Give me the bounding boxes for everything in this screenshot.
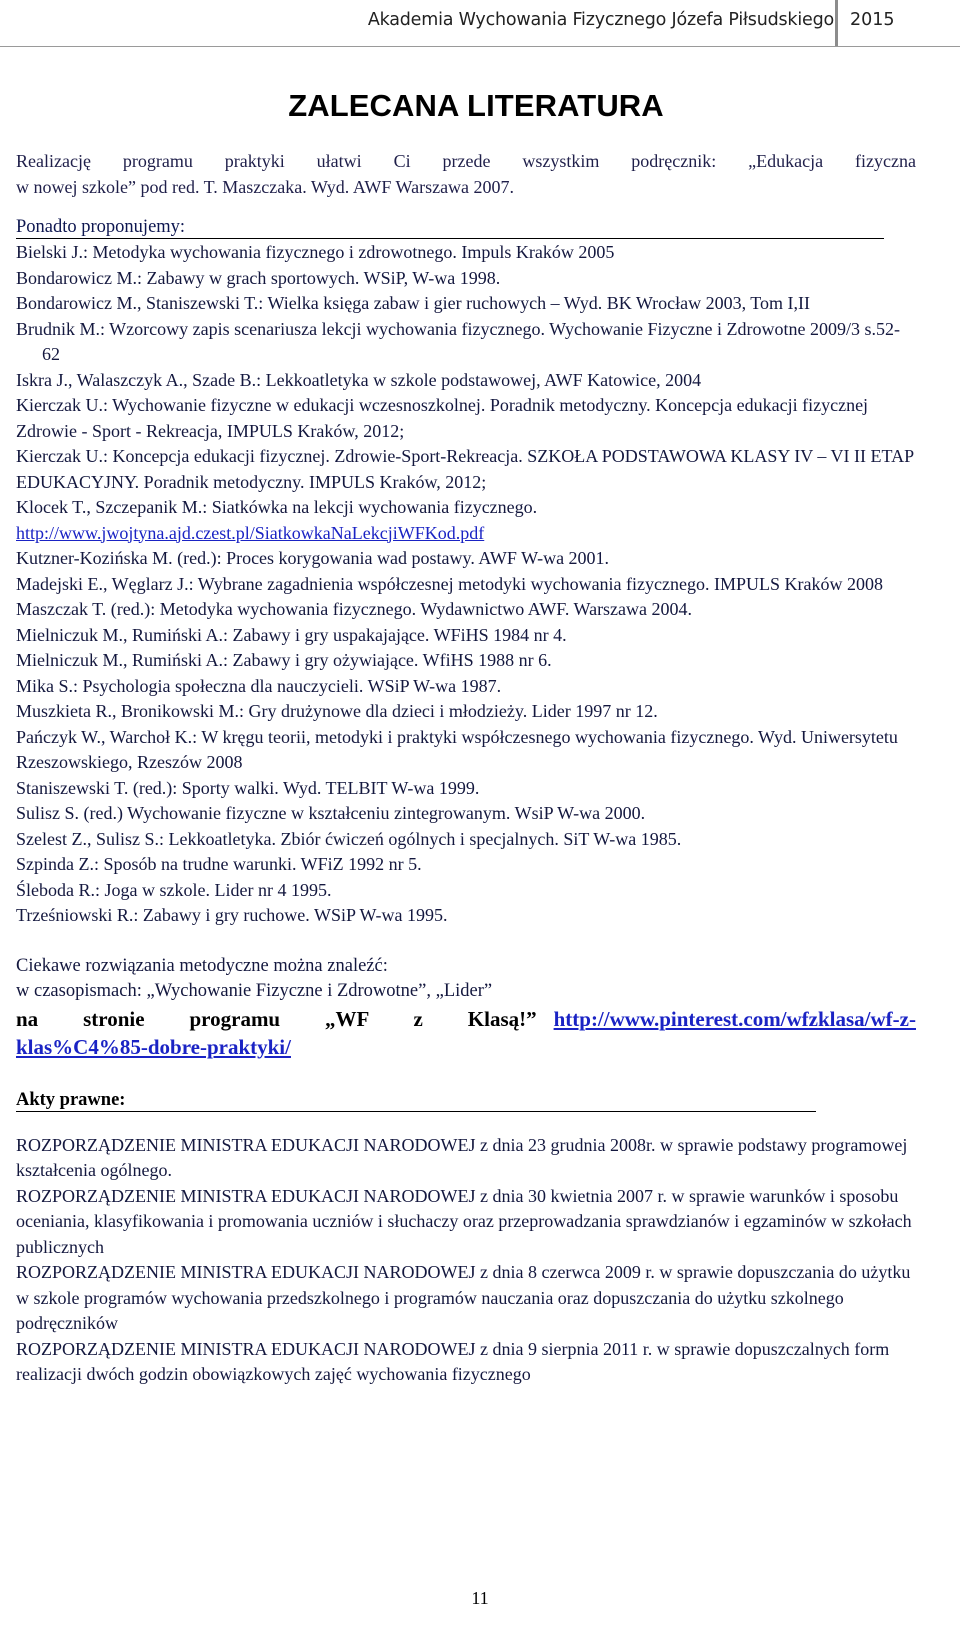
legal-acts-list (16, 1133, 916, 1388)
reference-list (16, 240, 916, 929)
methodical-tips (16, 954, 916, 1005)
reference-item: Brudnik M.: Wzorcowy zapis scenariusza lekcji wychowania fizycznego. Wychowanie Fizyczne i Zdrowotne 2009/3 s.52-62 (16, 318, 900, 364)
legal-act-item: ROZPORZĄDZENIE MINISTRA EDUKACJI NARODOWEJ z dnia 30 kwietnia 2007 r. w sprawie warunków i sposobu oceniania, klasyfikowania i promowania uczniów i słuchaczy oraz przeprowadzania sprawdzianów i egzaminów w szkołach publicznych (16, 1185, 912, 1257)
section-heading-akty: Akty prawne: (16, 1087, 916, 1113)
page-content (16, 86, 916, 1388)
intro-line-2: w nowej szkole” pod red. T. Maszczaka. Wyd. AWF Warszawa 2007. (16, 177, 515, 197)
tips-line-2: w czasopismach: „Wychowanie Fizyczne i Zdrowotne”, „Lider” (16, 981, 493, 1001)
reference-item: Kutzner-Kozińska M. (red.): Proces korygowania wad postawy. AWF W-wa 2001. (16, 548, 610, 568)
programme-paragraph (16, 1005, 916, 1061)
reference-item: Muszkieta R., Bronikowski M.: Gry drużynowe dla dzieci i młodzieży. Lider 1997 nr 12. (16, 701, 658, 721)
reference-item: Pańczyk W., Warchoł K.: W kręgu teorii, metodyki i praktyki współczesnego wychowania fizycznego. Wyd. Uniwersytetu Rzeszowskiego, Rzeszów 2008 (16, 726, 898, 772)
reference-item: Kierczak U.: Wychowanie fizyczne w edukacji wczesnoszkolnej. Poradnik metodyczny. Koncepcja edukacji fizycznej Zdrowie - Sport - Rekreacja, IMPULS Kraków, 2012; (16, 395, 869, 441)
header-year: 2015 (850, 10, 895, 30)
reference-item: Iskra J., Walaszczyk A., Szade B.: Lekkoatletyka w szkole podstawowej, AWF Katowice, 2004 (16, 369, 702, 390)
reference-item: Bondarowicz M., Staniszewski T.: Wielka księga zabaw i gier ruchowych – Wyd. BK Wrocław 2003, Tom I,II (16, 293, 811, 313)
reference-item: Śleboda R.: Joga w szkole. Lider nr 4 1995. (16, 879, 332, 900)
reference-item: Kierczak U.: Koncepcja edukacji fizycznej. Zdrowie-Sport-Rekreacja. SZKOŁA PODSTAWOWA KLASY IV – VI II ETAP EDUKACYJNY. Poradnik metodyczny. IMPULS Kraków, 2012; (16, 446, 914, 492)
siatkowka-pdf-link[interactable]: http://www.jwojtyna.ajd.czest.pl/SiatkowkaNaLekcjiWFKod.pdf (16, 522, 485, 543)
section-heading-ponadto: Ponadto proponujemy: (16, 214, 916, 240)
header-divider (835, 0, 838, 46)
reference-item: Madejski E., Węglarz J.: Wybrane zagadnienia współczesnej metodyki wychowania fizycznego. IMPULS Kraków 2008 (16, 573, 883, 594)
legal-act-item: ROZPORZĄDZENIE MINISTRA EDUKACJI NARODOWEJ z dnia 8 czerwca 2009 r. w sprawie dopuszczania do użytku w szkole programów wychowania przedszkolnego i programów nauczania oraz dopuszczania do użytku szkolnego podręczników (16, 1262, 911, 1333)
reference-item: Staniszewski T. (red.): Sporty walki. Wyd. TELBIT W-wa 1999. (16, 777, 480, 798)
running-header (0, 0, 960, 47)
programme-text: na stronie programu „WF z Klasą!” (16, 1006, 537, 1031)
reference-item: Mielniczuk M., Rumiński A.: Zabawy i gry uspakajające. WFiHS 1984 nr 4. (16, 624, 567, 645)
legal-act-item: ROZPORZĄDZENIE MINISTRA EDUKACJI NARODOWEJ z dnia 9 sierpnia 2011 r. w sprawie dopuszczalnych form realizacji dwóch godzin obowiązkowych zajęć wychowania fizycznego (16, 1338, 890, 1384)
reference-item: Szelest Z., Sulisz S.: Lekkoatletyka. Zbiór ćwiczeń ogólnych i specjalnych. SiT W-wa 1985. (16, 828, 682, 849)
intro-paragraph (16, 148, 916, 200)
reference-item: Mielniczuk M., Rumiński A.: Zabawy i gry ożywiające. WfiHS 1988 nr 6. (16, 650, 552, 670)
reference-item: Szpinda Z.: Sposób na trudne warunki. WFiZ 1992 nr 5. (16, 854, 422, 874)
header-institution: Akademia Wychowania Fizycznego Józefa Piłsudskiego (367, 10, 834, 30)
reference-item: Mika S.: Psychologia społeczna dla nauczycieli. WSiP W-wa 1987. (16, 675, 502, 696)
legal-act-item: ROZPORZĄDZENIE MINISTRA EDUKACJI NARODOWEJ z dnia 23 grudnia 2008r. w sprawie podstawy programowej kształcenia ogólnego. (16, 1134, 908, 1180)
reference-item: Bondarowicz M.: Zabawy w grach sportowych. WSiP, W-wa 1998. (16, 267, 501, 288)
reference-item: Trześniowski R.: Zabawy i gry ruchowe. WSiP W-wa 1995. (16, 905, 448, 925)
intro-line-1: Realizację programu praktyki ułatwi Ci przede wszystkim podręcznik: „Edukacja fizyczna (16, 151, 916, 171)
reference-item: Maszczak T. (red.): Metodyka wychowania fizycznego. Wydawnictwo AWF. Warszawa 2004. (16, 599, 693, 619)
page-number: 11 (471, 1588, 489, 1608)
reference-item: Sulisz S. (red.) Wychowanie fizyczne w kształceniu zintegrowanym. WsiP W-wa 2000. (16, 803, 646, 823)
pinterest-link[interactable]: http://www.pinterest.com/wfzklasa/wf-z-klas%C4%85-dobre-praktyki/ (16, 1006, 916, 1059)
page-title: ZALECANA LITERATURA (288, 88, 664, 123)
reference-item: Klocek T., Szczepanik M.: Siatkówka na lekcji wychowania fizycznego. (16, 497, 538, 517)
reference-item: Bielski J.: Metodyka wychowania fizycznego i zdrowotnego. Impuls Kraków 2005 (16, 242, 615, 262)
tips-line-1: Ciekawe rozwiązania metodyczne można znaleźć: (16, 955, 388, 976)
